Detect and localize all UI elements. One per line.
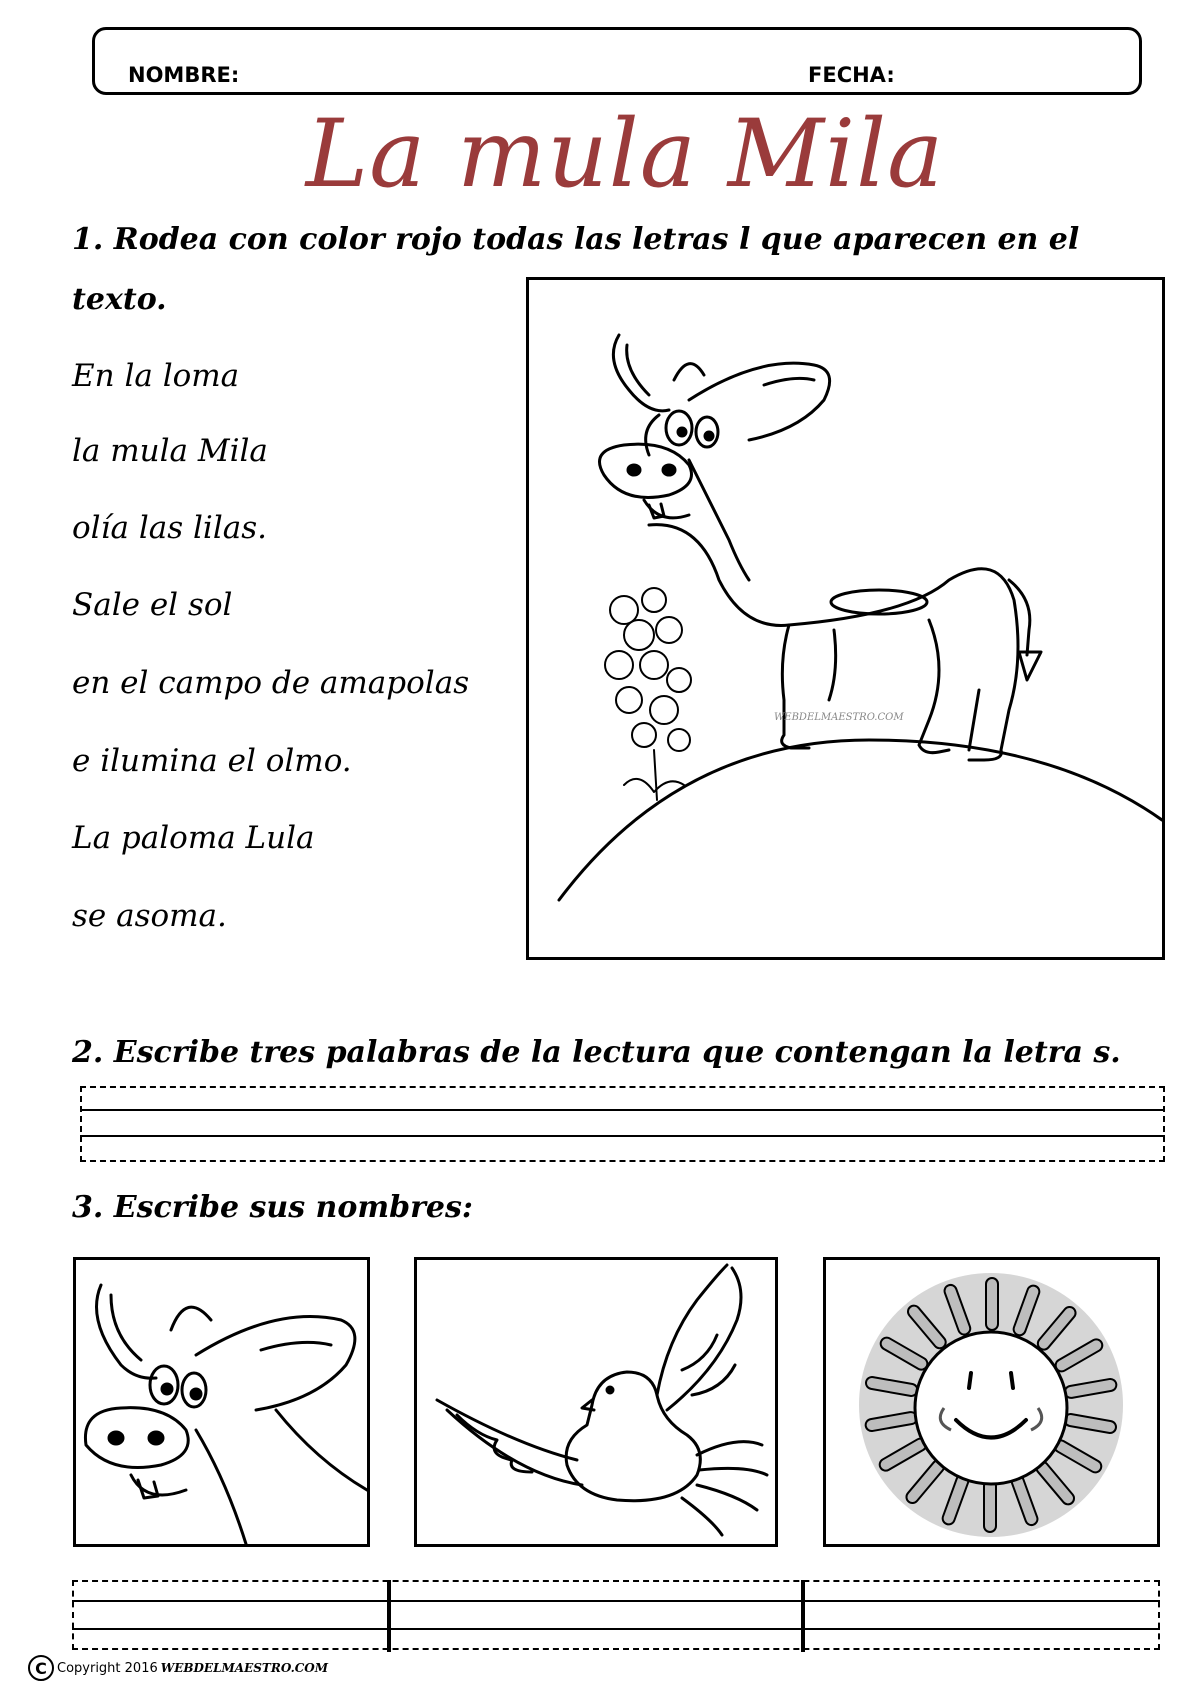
answer-divider [387,1580,391,1652]
poem-line: en el campo de amapolas [72,665,470,701]
question-3: 3. Escribe sus nombres: [72,1190,473,1225]
name-label: NOMBRE: [128,63,240,87]
poem-line: La paloma Lula [72,820,315,856]
donkey-illustration-frame [526,277,1165,960]
poem-line: olía las lilas. [72,510,267,546]
donkey-head-picture-frame [73,1257,370,1547]
answer-divider [801,1580,805,1652]
dove-picture-frame [414,1257,778,1547]
dove-picture [417,1260,775,1544]
donkey-head-picture [76,1260,367,1544]
donkey-on-hill-illustration [529,280,1162,957]
watermark-text: WEBDELMAESTRO.COM [774,712,904,723]
copyright-text: Copyright 2016 [57,1660,158,1676]
question-1: 1. Rodea con color rojo todas las letras l que aparecen en el [72,222,1080,257]
sun-picture-frame [823,1257,1160,1547]
question-1-continued: texto. [72,282,167,317]
copyright-site: WEBDELMAESTRO.COM [160,1661,329,1675]
copyright-icon: C [28,1655,54,1681]
poem-line: e ilumina el olmo. [72,743,352,779]
page-title: La mula Mila [305,100,945,209]
poem-line: se asoma. [72,898,227,934]
copyright-notice [28,1655,328,1681]
poem-line: En la loma [72,358,240,394]
writing-lines-q2 [80,1109,1165,1137]
writing-lines-q3 [72,1600,1160,1630]
header-box [92,27,1142,95]
question-2: 2. Escribe tres palabras de la lectura que contengan la letra s. [72,1035,1121,1070]
poem-line: la mula Mila [72,433,268,469]
sun-picture [826,1260,1157,1544]
date-label: FECHA: [808,63,895,87]
poem-line: Sale el sol [72,587,233,623]
